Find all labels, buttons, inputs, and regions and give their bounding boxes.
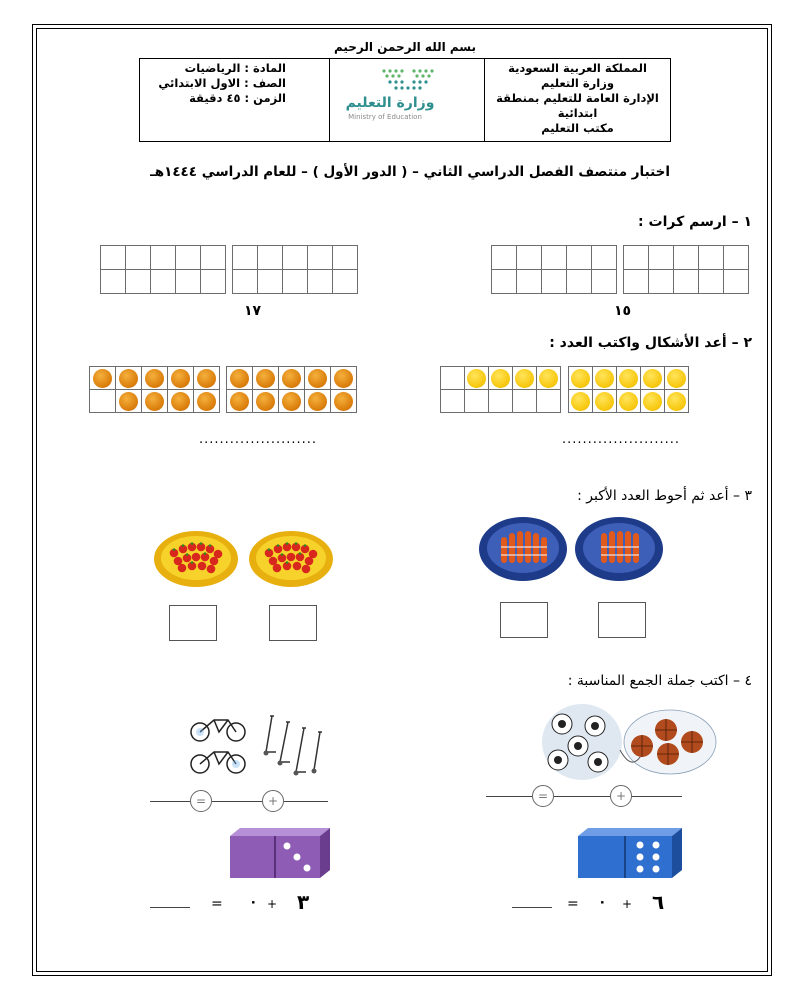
orange-ball [256,392,275,411]
addend-b: ٠ [249,894,258,910]
equation-line [554,796,610,797]
plus-circle[interactable]: + [262,790,284,812]
balls-group-icon [542,702,720,784]
question-3-title: ٣ – أعد ثم أحوط العدد الأكبر : [577,488,752,504]
answer-box[interactable] [500,602,548,638]
ten-frame[interactable] [623,245,749,294]
orange-ball [197,369,216,388]
answer-box[interactable] [598,602,646,638]
exam-title: اختبار منتصف الفصل الدراسي الثاني – ( الدور الأول ) – للعام الدراسي ١٤٤٤هـ [150,164,670,180]
answer-blank[interactable] [150,907,190,908]
ten-frame-filled [568,366,689,413]
answer-dots-right[interactable]: ....................... [562,432,681,447]
yellow-ball [643,369,662,388]
strawberry-plate-icon [152,527,240,589]
ten-frame[interactable] [100,245,226,294]
yellow-ball [619,392,638,411]
sausage-plate-icon [573,513,665,583]
yellow-ball [595,392,614,411]
header-line: ابتدائية [557,106,598,120]
orange-ball [145,369,164,388]
basmala: بسم الله الرحمن الرحيم [333,40,477,54]
yellow-ball [571,392,590,411]
orange-ball [230,392,249,411]
orange-ball [171,369,190,388]
equation-line [632,796,682,797]
header-line: مكتب التعليم [541,121,614,135]
logo-text-en: Ministry of Education [348,113,422,121]
orange-ball [93,369,112,388]
sausage-plate-icon [477,513,569,583]
equation-line [212,801,262,802]
equals-circle[interactable]: = [190,790,212,812]
q1-number-right: ١٥ [614,303,632,319]
header-subject-info [140,59,328,141]
answer-blank[interactable] [512,907,552,908]
yellow-ball [539,369,558,388]
header-table [139,58,671,142]
yellow-ball [667,369,686,388]
question-2-title: ٢ – أعد الأشكال واكتب العدد : [549,335,752,351]
orange-ball [282,369,301,388]
answer-box[interactable] [169,605,217,641]
domino-blue-icon [576,826,684,880]
orange-ball [256,369,275,388]
ten-frame-filled [440,366,561,413]
orange-ball [334,392,353,411]
yellow-ball [595,369,614,388]
scooter-icon [262,712,332,780]
domino-purple-icon [228,826,332,880]
addend-b: ٠ [598,894,607,910]
subject-line: المادة : الرياضيات [184,61,286,75]
plus-sign: + [622,897,633,911]
grade-line: الصف : الاول الابتدائي [158,76,286,90]
header-line: الإدارة العامة للتعليم بمنطقة [496,91,659,105]
answer-box[interactable] [269,605,317,641]
ministry-logo [329,59,485,141]
addend-a: ٣ [297,890,310,914]
orange-ball [334,369,353,388]
orange-ball [119,369,138,388]
yellow-ball [491,369,510,388]
plus-sign: + [267,897,278,911]
equation-line [284,801,328,802]
orange-ball [197,392,216,411]
orange-ball [171,392,190,411]
orange-ball [119,392,138,411]
equals-sign: = [567,896,579,912]
ten-frame[interactable] [232,245,358,294]
time-line: الزمن : ٤٥ دقيقة [189,91,286,105]
addend-a: ٦ [652,890,665,914]
yellow-ball [619,369,638,388]
equation-line [486,796,532,797]
ten-frame[interactable] [491,245,617,294]
strawberry-plate-icon [247,527,335,589]
question-1-title: ١ – ارسم كرات : [638,214,752,230]
yellow-ball [467,369,486,388]
question-4-title: ٤ – اكتب جملة الجمع المناسبة : [567,673,752,689]
plus-circle[interactable]: + [610,785,632,807]
header-line: وزارة التعليم [541,76,614,90]
q1-number-left: ١٧ [244,303,262,319]
header-line: المملكة العربية السعودية [508,61,647,75]
yellow-ball [515,369,534,388]
yellow-ball [571,369,590,388]
bicycle-icon [186,708,256,778]
equals-sign: = [211,896,223,912]
orange-ball [282,392,301,411]
orange-ball [145,392,164,411]
yellow-ball [643,392,662,411]
logo-text-ar: وزارة التعليم [345,95,435,111]
equals-circle[interactable]: = [532,785,554,807]
ten-frame-filled [89,366,220,413]
ten-frame-filled [226,366,357,413]
orange-ball [308,392,327,411]
equation-line [150,801,190,802]
orange-ball [230,369,249,388]
header-institution [484,59,670,141]
yellow-ball [667,392,686,411]
orange-ball [308,369,327,388]
answer-dots-left[interactable]: ....................... [199,432,318,447]
